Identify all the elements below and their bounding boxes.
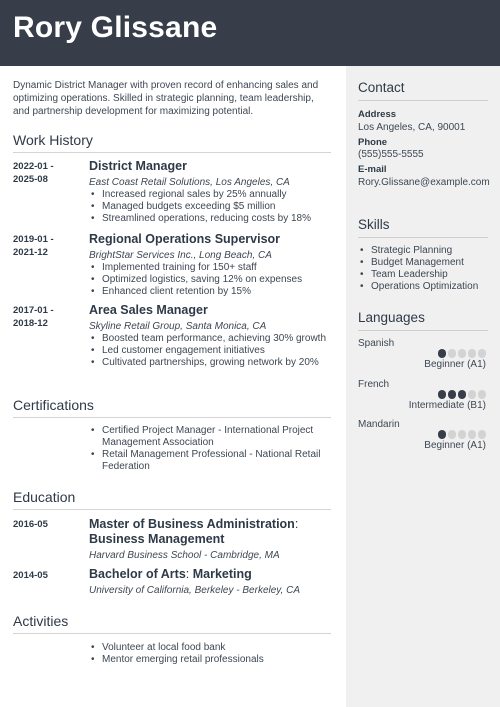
job-bullet: • Led customer engagement initiatives — [89, 345, 329, 357]
work-entry — [89, 232, 334, 298]
work-date-from: 2022-01 - — [13, 161, 54, 172]
education-title: Education — [13, 489, 76, 505]
job-company: BrightStar Services Inc., Long Beach, CA — [89, 250, 272, 261]
skill-item: • Operations Optimization — [358, 281, 498, 293]
section-divider — [13, 152, 331, 153]
sidebar-divider — [358, 237, 488, 238]
section-divider — [13, 633, 331, 634]
language-rating — [438, 390, 487, 399]
job-bullet: • Enhanced client retention by 15% — [89, 286, 334, 298]
degree-field: Marketing — [192, 567, 252, 581]
job-bullets — [89, 262, 334, 298]
section-divider — [13, 509, 331, 510]
activities-title: Activities — [13, 613, 69, 629]
work-date — [13, 304, 54, 330]
rating-dot-empty — [448, 349, 457, 358]
main-column — [0, 66, 346, 707]
job-title: District Manager — [89, 159, 187, 173]
sidebar-divider — [358, 330, 488, 331]
work-date-from: 2017-01 - — [13, 305, 54, 316]
rating-dot-empty — [458, 430, 467, 439]
activity-item: • Volunteer at local food bank — [89, 642, 334, 654]
work-date — [13, 233, 54, 259]
work-entry — [89, 303, 334, 369]
degree-name: Master of Business Administration — [89, 517, 295, 531]
summary-text: Dynamic District Manager with proven record of enhancing sales and optimizing operations. Skilled in strategic planning, team leadership, and partnership development for maximizing potential. — [13, 80, 319, 117]
degree-field: Business Management — [89, 532, 225, 546]
cert-item: • Retail Management Professional - National Retail Federation — [89, 449, 334, 473]
rating-dot-filled — [438, 349, 447, 358]
language-rating — [438, 349, 487, 358]
job-bullet: • Managed budgets exceeding $5 million — [89, 201, 334, 213]
section-divider — [13, 417, 331, 418]
cert-bullets — [89, 425, 334, 473]
language-level: Beginner (A1) — [424, 359, 486, 370]
contact-title: Contact — [358, 80, 405, 95]
education-entry — [89, 517, 334, 562]
work-date — [13, 160, 54, 186]
activities-list — [89, 642, 334, 666]
job-title: Area Sales Manager — [89, 303, 208, 317]
work-date-to: 2021-12 — [13, 247, 48, 258]
activity-bullets — [89, 642, 334, 666]
rating-dot-empty — [478, 430, 487, 439]
address-value: Los Angeles, CA, 90001 — [358, 122, 466, 133]
phone-label: Phone — [358, 137, 388, 148]
job-company: East Coast Retail Solutions, Los Angeles, CA — [89, 177, 290, 188]
skills-list — [358, 245, 498, 293]
phone-value: (555)555-5555 — [358, 149, 424, 160]
rating-dot-empty — [478, 349, 487, 358]
skill-item: • Budget Management — [358, 257, 498, 269]
language-name: Mandarin — [358, 419, 400, 430]
activity-item: • Mentor emerging retail professionals — [89, 654, 334, 666]
job-bullets — [89, 333, 329, 369]
degree-title: Bachelor of Arts: Marketing — [89, 567, 252, 581]
certifications-title: Certifications — [13, 397, 94, 413]
job-title: Regional Operations Supervisor — [89, 232, 281, 246]
school-name: University of California, Berkeley - Berkeley, CA — [89, 585, 300, 596]
education-entry — [89, 567, 334, 597]
education-date: 2016-05 — [13, 519, 48, 530]
job-company: Skyline Retail Group, Santa Monica, CA — [89, 321, 267, 332]
work-date-from: 2019-01 - — [13, 234, 54, 245]
work-date-to: 2018-12 — [13, 318, 48, 329]
skills-title: Skills — [358, 217, 390, 232]
rating-dot-empty — [468, 430, 477, 439]
rating-dot-empty — [458, 349, 467, 358]
rating-dot-empty — [448, 430, 457, 439]
cert-item: • Certified Project Manager - International Project Management Association — [89, 425, 334, 449]
candidate-name: Rory Glissane — [13, 11, 218, 44]
job-bullet: • Streamlined operations, reducing costs by 18% — [89, 213, 334, 225]
rating-dot-filled — [458, 390, 467, 399]
rating-dot-filled — [438, 390, 447, 399]
email-value[interactable]: Rory.Glissane@example.com — [358, 177, 490, 188]
degree-name: Bachelor of Arts — [89, 567, 186, 581]
work-entry — [89, 159, 334, 225]
skill-item: • Team Leadership — [358, 269, 498, 281]
languages-title: Languages — [358, 310, 425, 325]
job-bullet: • Boosted team performance, achieving 30% growth — [89, 333, 329, 345]
certifications-list — [89, 425, 334, 473]
rating-dot-filled — [438, 430, 447, 439]
work-history-title: Work History — [13, 132, 93, 148]
job-bullet: • Cultivated partnerships, growing network by 20% — [89, 357, 329, 369]
sidebar-divider — [358, 100, 488, 101]
job-bullets — [89, 189, 334, 225]
language-level: Beginner (A1) — [424, 440, 486, 451]
resume-header — [0, 0, 500, 66]
work-date-to: 2025-08 — [13, 174, 48, 185]
address-label: Address — [358, 109, 397, 120]
language-name: Spanish — [358, 338, 395, 349]
job-bullet: • Optimized logistics, saving 12% on expenses — [89, 274, 334, 286]
language-name: French — [358, 379, 390, 390]
rating-dot-empty — [468, 349, 477, 358]
sidebar-column — [346, 66, 500, 707]
job-bullet: • Implemented training for 150+ staff — [89, 262, 334, 274]
rating-dot-filled — [448, 390, 457, 399]
language-rating — [438, 430, 487, 439]
job-bullet: • Increased regional sales by 25% annually — [89, 189, 334, 201]
degree-title: Master of Business Administration: Business Management — [89, 517, 299, 546]
email-label: E-mail — [358, 164, 387, 175]
rating-dot-empty — [478, 390, 487, 399]
skill-item: • Strategic Planning — [358, 245, 498, 257]
language-level: Intermediate (B1) — [408, 400, 486, 411]
school-name: Harvard Business School - Cambridge, MA — [89, 550, 280, 561]
rating-dot-empty — [468, 390, 477, 399]
education-date: 2014-05 — [13, 570, 48, 581]
